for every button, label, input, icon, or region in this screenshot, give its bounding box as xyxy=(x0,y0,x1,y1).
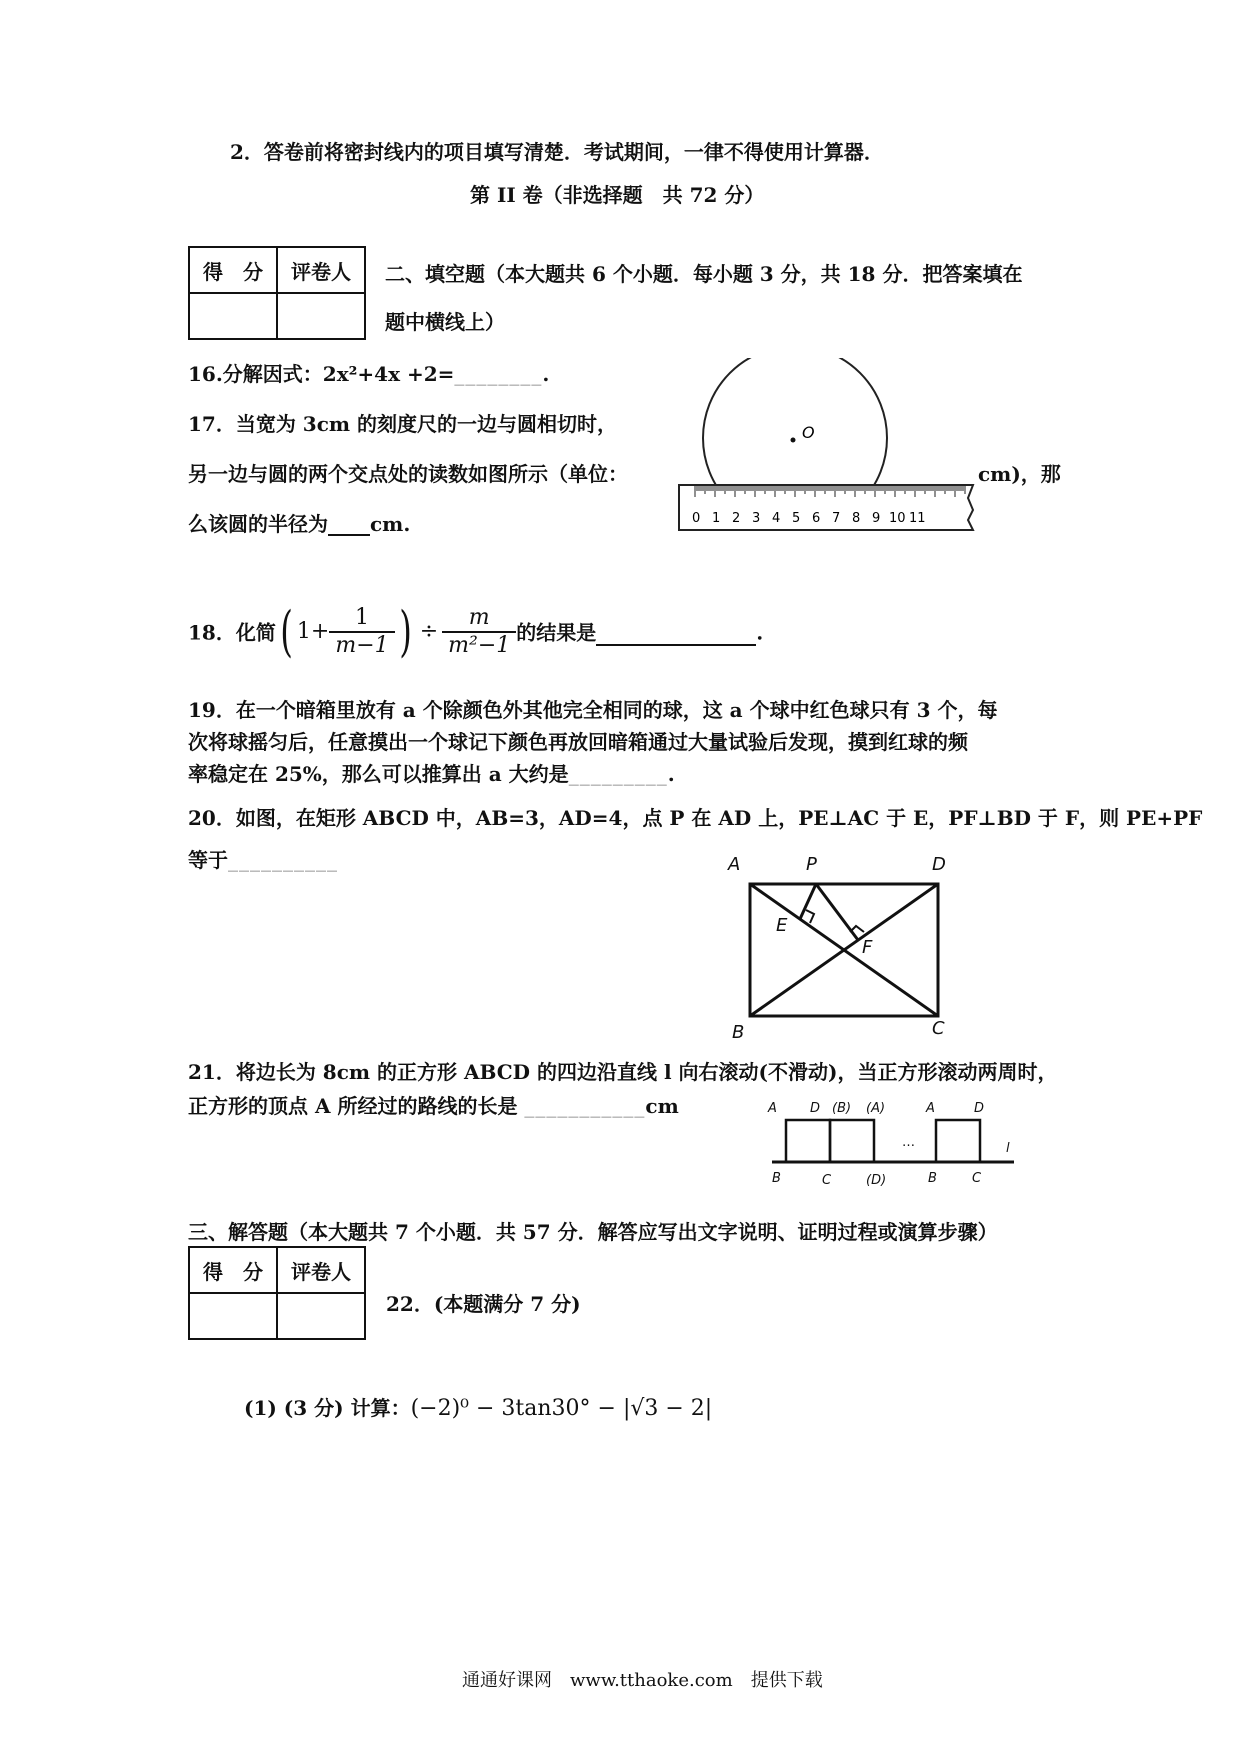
q18-right-paren: ) xyxy=(398,600,412,663)
q18-left-paren: ( xyxy=(280,600,293,663)
q18-frac1-denominator: m−1 xyxy=(335,633,389,659)
ruler-tick-label: 0 xyxy=(692,511,701,526)
square-3 xyxy=(936,1120,980,1162)
q18-one-plus: 1+ xyxy=(296,619,330,645)
q21-line2 xyxy=(188,1094,679,1118)
fig-bottom-b1: B xyxy=(772,1171,781,1186)
score-header: 得 分 xyxy=(189,1247,277,1293)
ruler-tick-label: 3 xyxy=(752,511,761,526)
ruler-tick-label: 10 xyxy=(889,511,906,526)
fig-line-label: l xyxy=(1006,1141,1010,1156)
q16-label: 16.分解因式： xyxy=(188,362,323,386)
q17-ruler xyxy=(679,485,973,530)
q21-line1: 21．将边长为 8cm 的正方形 ABCD 的四边沿直线 l 向右滚动(不滑动)，当正方形滚动两周时， xyxy=(188,1060,1058,1084)
q18-fraction-1 xyxy=(329,605,394,660)
q22-sub1-label: (1) (3 分) 计算： xyxy=(244,1396,411,1420)
q17-answer-blank[interactable] xyxy=(328,514,370,536)
ruler-tick-label: 6 xyxy=(812,511,821,526)
part2-heading-line1: 二、填空题（本大题共 6 个小题．每小题 3 分，共 18 分．把答案填在 xyxy=(385,262,1023,286)
q17-line2-b: cm)，那 xyxy=(978,462,1061,486)
grader-cell[interactable] xyxy=(277,1293,365,1339)
q21-line2-text: 正方形的顶点 A 所经过的路线的长是 xyxy=(188,1094,518,1118)
ruler-tick-label: 1 xyxy=(712,511,721,526)
q18-frac2-denominator: m²−1 xyxy=(448,633,511,659)
q20-answer-blank[interactable]: __________ xyxy=(228,848,338,872)
q20-line1: 20．如图，在矩形 ABCD 中，AB=3，AD=4，点 P 在 AD 上，PE⊥AC 于 E，PF⊥BD 于 F，则 PE+PF xyxy=(188,806,1203,830)
q17-line3 xyxy=(188,512,410,536)
instruction-2: 2．答卷前将密封线内的项目填写清楚．考试期间，一律不得使用计算器． xyxy=(230,140,884,164)
q18-end: . xyxy=(756,620,764,645)
q17-center-label: O xyxy=(802,423,815,442)
part3-heading: 三、解答题（本大题共 7 个小题．共 57 分．解答应写出文字说明、证明过程或演算步骤） xyxy=(188,1220,998,1244)
q17-line3-b: cm. xyxy=(370,512,411,536)
fig-top-a1: A xyxy=(768,1101,777,1116)
q16-answer-blank[interactable]: ________ xyxy=(454,362,543,386)
fig-top-d1: D xyxy=(810,1101,821,1116)
q21-answer-blank[interactable]: ___________ xyxy=(524,1094,646,1118)
ruler-body xyxy=(679,485,973,530)
part2-heading-line2: 题中横线上） xyxy=(385,310,505,334)
fig-top-b-paren: (B) xyxy=(832,1101,852,1116)
question-16 xyxy=(188,362,549,386)
grader-cell[interactable] xyxy=(277,293,365,339)
ruler-tick-label: 2 xyxy=(732,511,741,526)
label-p: P xyxy=(806,854,817,875)
grader-header: 评卷人 xyxy=(277,1247,365,1293)
q17-center-point xyxy=(791,438,796,443)
fig-top-d2: D xyxy=(974,1101,985,1116)
footer-source: 通通好课网 www.tthaoke.com 提供下载 xyxy=(462,1670,823,1691)
score-table-part2 xyxy=(188,246,366,340)
q19-line3 xyxy=(188,762,675,786)
q17-line2-a: 另一边与圆的两个交点处的读数如图所示（单位： xyxy=(188,462,628,486)
label-b: B xyxy=(732,1022,745,1043)
score-cell[interactable] xyxy=(189,293,277,339)
q18-frac2-numerator: m xyxy=(442,605,516,633)
ruler-tick-label: 8 xyxy=(852,511,861,526)
q20-line2-text: 等于 xyxy=(188,848,228,872)
ruler-tick-label: 9 xyxy=(872,511,881,526)
label-a: A xyxy=(728,854,741,875)
label-d: D xyxy=(932,854,946,875)
square-2 xyxy=(830,1120,874,1162)
ruler-tick-label: 4 xyxy=(772,511,781,526)
ruler-tick-label: 5 xyxy=(792,511,801,526)
fig-bottom-d-paren: (D) xyxy=(866,1173,887,1188)
square-1 xyxy=(786,1120,830,1162)
fig-dots: … xyxy=(902,1135,915,1150)
q22-expression: (−2)⁰ − 3tan30° − |√3 − 2| xyxy=(410,1396,713,1421)
fig-bottom-b2: B xyxy=(928,1171,937,1186)
right-angle-f xyxy=(850,926,864,932)
q18-frac1-numerator: 1 xyxy=(329,605,394,633)
q20-rectangle-figure xyxy=(722,848,962,1044)
score-table-part3 xyxy=(188,1246,366,1340)
section-title: 第 II 卷（非选择题 共 72 分） xyxy=(470,183,765,207)
fig-bottom-c1: C xyxy=(822,1173,832,1188)
label-c: C xyxy=(932,1018,945,1039)
q21-rolling-square-figure xyxy=(760,1094,1020,1190)
q17-line3-a: 么该圆的半径为 xyxy=(188,512,328,536)
label-e: E xyxy=(776,915,788,936)
fig-top-a2: A xyxy=(926,1101,935,1116)
q18-answer-blank[interactable] xyxy=(596,618,756,646)
score-cell[interactable] xyxy=(189,1293,277,1339)
q21-unit: cm xyxy=(645,1094,679,1118)
label-f: F xyxy=(862,937,873,958)
fig-bottom-c2: C xyxy=(972,1171,982,1186)
right-angle-e xyxy=(806,910,814,923)
q22-sub1 xyxy=(244,1396,712,1422)
q18-label: 18．化简 xyxy=(188,620,276,645)
q16-end: . xyxy=(542,362,550,386)
q18-tail: 的结果是 xyxy=(516,620,597,645)
q18-fraction-2 xyxy=(442,605,516,660)
q16-expression: 2x²+4x +2= xyxy=(322,362,455,386)
q19-end: . xyxy=(667,762,675,786)
question-18 xyxy=(188,600,763,680)
q19-line3-text: 率稳定在 25%，那么可以推算出 a 大约是 xyxy=(188,762,569,786)
score-header: 得 分 xyxy=(189,247,277,293)
q17-line1: 17．当宽为 3cm 的刻度尺的一边与圆相切时， xyxy=(188,412,618,436)
q18-divide: ÷ xyxy=(419,619,439,645)
q17-figure xyxy=(675,358,980,533)
q19-answer-blank[interactable]: _________ xyxy=(568,762,668,786)
ruler-tick-label: 7 xyxy=(832,511,841,526)
grader-header: 评卷人 xyxy=(277,247,365,293)
q20-line2 xyxy=(188,848,338,872)
q22-title: 22．(本题满分 7 分) xyxy=(386,1292,581,1316)
fig-top-a-paren: (A) xyxy=(866,1101,886,1116)
q19-line2: 次将球摇匀后，任意摸出一个球记下颜色再放回暗箱通过大量试验后发现，摸到红球的频 xyxy=(188,730,968,754)
ruler-tick-label: 11 xyxy=(909,511,926,526)
q19-line1: 19．在一个暗箱里放有 a 个除颜色外其他完全相同的球，这 a 个球中红色球只有 3 个，每 xyxy=(188,698,998,722)
